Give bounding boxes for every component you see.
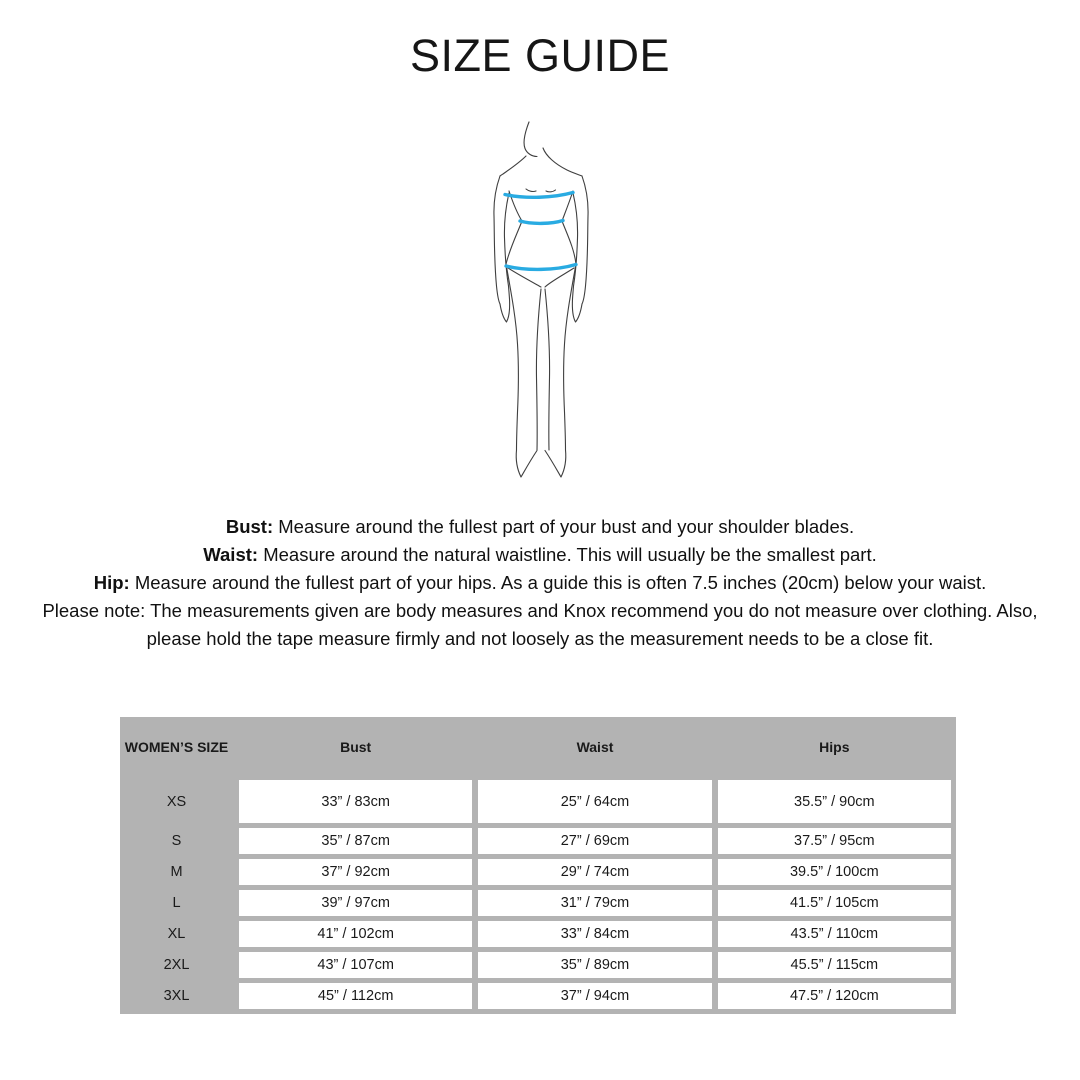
instruction-bust xyxy=(0,513,1080,541)
table-row-m xyxy=(120,859,951,885)
instruction-waist-text: Measure around the natural waistline. This will usually be the smallest part. xyxy=(258,544,877,565)
bust-cell: 41” / 102cm xyxy=(239,921,472,947)
size-cell: S xyxy=(171,833,182,849)
hips-cell: 39.5” / 100cm xyxy=(718,859,951,885)
size-table xyxy=(120,717,956,1014)
waist-cell: 29” / 74cm xyxy=(478,859,711,885)
waist-cell: 37” / 94cm xyxy=(478,983,711,1009)
instruction-bust-text: Measure around the fullest part of your bust and your shoulder blades. xyxy=(273,516,855,537)
instruction-hip xyxy=(0,569,1080,597)
bust-measure-line xyxy=(505,193,573,198)
table-row-2xl xyxy=(120,952,951,978)
instruction-waist-lead: Waist: xyxy=(203,544,259,565)
hip-measure-line xyxy=(506,265,576,270)
instruction-note xyxy=(38,597,1043,653)
female-figure-outline xyxy=(494,122,588,477)
instruction-note-text: Please note: The measurements given are body measures and Knox recommend you do not measure over clothing. Also, please hold the tape measure firmly and not loosely as the measurement needs to be a close fit. xyxy=(42,600,1038,649)
header-waist: Waist xyxy=(576,739,614,755)
size-cell: 3XL xyxy=(163,988,190,1004)
header-bust: Bust xyxy=(340,739,372,755)
waist-cell: 33” / 84cm xyxy=(478,921,711,947)
measurement-instructions xyxy=(0,513,1080,653)
bust-cell: 45” / 112cm xyxy=(239,983,472,1009)
size-cell: 2XL xyxy=(163,957,190,973)
body-measurement-diagram xyxy=(470,100,620,490)
female-figure-illustration xyxy=(470,100,620,490)
instruction-bust-lead: Bust: xyxy=(225,516,274,537)
bust-cell: 43” / 107cm xyxy=(239,952,472,978)
waist-cell: 25” / 64cm xyxy=(478,780,711,823)
size-cell: XS xyxy=(166,793,187,810)
header-hips: Hips xyxy=(819,739,850,755)
table-row-3xl xyxy=(120,983,951,1009)
instruction-hip-lead: Hip: xyxy=(93,572,130,593)
waist-cell: 35” / 89cm xyxy=(478,952,711,978)
hips-cell: 43.5” / 110cm xyxy=(718,921,951,947)
hips-cell: 35.5” / 90cm xyxy=(718,780,951,823)
bust-cell: 37” / 92cm xyxy=(239,859,472,885)
size-cell: M xyxy=(170,864,183,880)
size-table-header xyxy=(120,717,951,777)
table-row-s xyxy=(120,828,951,854)
instruction-waist xyxy=(0,541,1080,569)
hips-cell: 41.5” / 105cm xyxy=(718,890,951,916)
hips-cell: 47.5” / 120cm xyxy=(718,983,951,1009)
page-title: SIZE GUIDE xyxy=(409,30,671,81)
bust-cell: 39” / 97cm xyxy=(239,890,472,916)
table-row-xl xyxy=(120,921,951,947)
hips-cell: 45.5” / 115cm xyxy=(718,952,951,978)
bust-cell: 33” / 83cm xyxy=(239,780,472,823)
size-cell: L xyxy=(172,895,181,911)
hips-cell: 37.5” / 95cm xyxy=(718,828,951,854)
waist-cell: 27” / 69cm xyxy=(478,828,711,854)
table-row-xs xyxy=(120,780,951,823)
size-cell: XL xyxy=(167,926,186,942)
instruction-hip-text: Measure around the fullest part of your hips. As a guide this is often 7.5 inches (20cm) below your waist. xyxy=(129,572,987,593)
bust-cell: 35” / 87cm xyxy=(239,828,472,854)
table-row-l xyxy=(120,890,951,916)
waist-measure-line xyxy=(520,221,563,224)
waist-cell: 31” / 79cm xyxy=(478,890,711,916)
header-womens-size: WOMEN’S SIZE xyxy=(124,739,229,755)
